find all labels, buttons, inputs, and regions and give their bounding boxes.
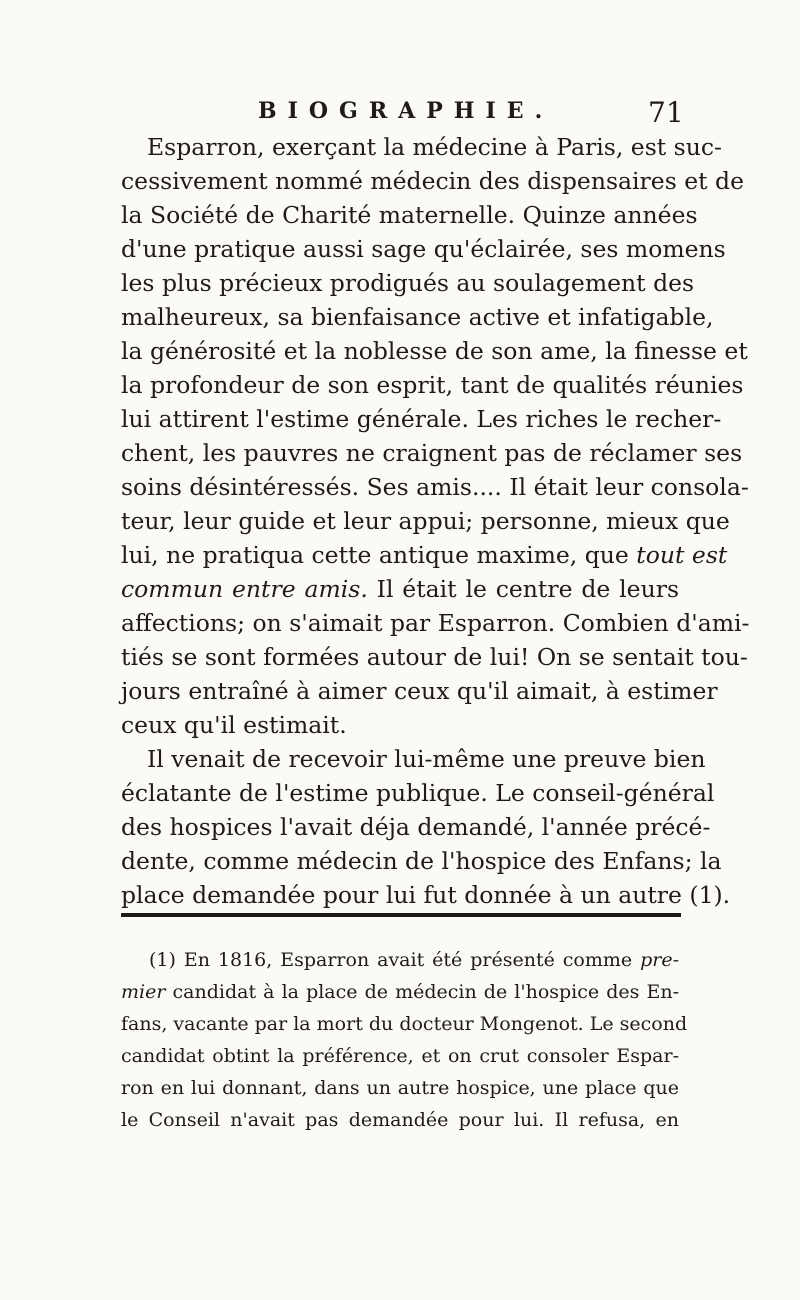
footnote-line: candidat obtint la préférence, et on crut consoler Espar- — [121, 1045, 679, 1067]
body-line: ceux qu'il estimait. — [121, 711, 347, 739]
body-line: cessivement nommé médecin des dispensaires et de — [121, 167, 744, 195]
body-line: affections; on s'aimait par Esparron. Combien d'ami- — [121, 609, 750, 637]
footnote-line — [121, 944, 679, 976]
italic-text: mier — [121, 981, 166, 1003]
body-line: Esparron, exerçant la médecine à Paris, est suc- — [147, 133, 722, 161]
footnote-line: fans, vacante par la mort du docteur Mongenot. Le second — [121, 1013, 688, 1035]
footnote-line — [121, 976, 679, 1008]
italic-text: pre- — [640, 949, 680, 971]
body-line: les plus précieux prodigués au soulagement des — [121, 269, 695, 297]
body-line: jours entraîné à aimer ceux qu'il aimait, à estimer — [121, 677, 718, 705]
body-line: malheureux, sa bienfaisance active et infatigable, — [121, 303, 714, 331]
body-line — [121, 538, 728, 572]
body-line: des hospices l'avait déja demandé, l'année précé- — [121, 813, 711, 841]
footnote-line: ron en lui donnant, dans un autre hospice, une place que — [121, 1077, 679, 1099]
footnote-text-run: candidat à la place de médecin de l'hospice des En- — [172, 981, 679, 1003]
body-line: lui attirent l'estime générale. Les riches le recher- — [121, 405, 722, 433]
body-line: la générosité et la noblesse de son ame, la finesse et — [121, 337, 748, 365]
body-line: la Société de Charité maternelle. Quinze années — [121, 201, 698, 229]
body-line: tiés se sont formées autour de lui! On se sentait tou- — [121, 643, 748, 671]
italic-text: tout est — [636, 541, 728, 569]
body-line: la profondeur de son esprit, tant de qualités réunies — [121, 371, 744, 399]
footnote-rule — [121, 913, 681, 917]
body-text-run: lui, ne pratiqua cette antique maxime, que — [121, 541, 629, 569]
body-line: place demandée pour lui fut donnée à un autre (1). — [121, 881, 731, 909]
body-line: éclatante de l'estime publique. Le conseil-général — [121, 779, 715, 807]
body-line: soins désintéressés. Ses amis.... Il était leur consola- — [121, 473, 749, 501]
body-line: Il venait de recevoir lui-même une preuve bien — [147, 745, 706, 773]
body-line: dente, comme médecin de l'hospice des Enfans; la — [121, 847, 722, 875]
footnote-line: le Conseil n'avait pas demandée pour lui. Il refusa, en — [121, 1109, 679, 1131]
body-text-run: Il était le centre de leurs — [367, 575, 680, 603]
footnote-text-run: (1) En 1816, Esparron avait été présenté comme — [149, 949, 633, 971]
body-line: d'une pratique aussi sage qu'éclairée, ses momens — [121, 235, 726, 263]
body-line: chent, les pauvres ne craignent pas de réclamer ses — [121, 439, 743, 467]
italic-text: commun entre amis. — [121, 575, 368, 603]
body-line — [121, 572, 679, 606]
page-number: 71 — [648, 96, 684, 129]
running-head: BIOGRAPHIE. — [258, 98, 554, 124]
body-line: teur, leur guide et leur appui; personne, mieux que — [121, 507, 730, 535]
